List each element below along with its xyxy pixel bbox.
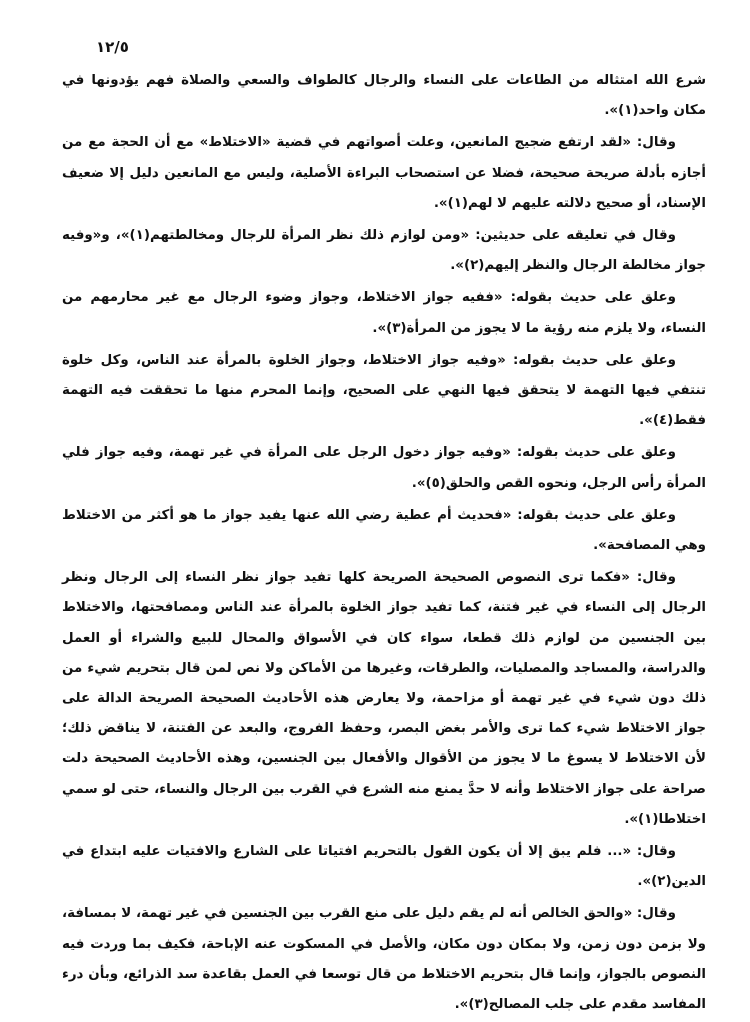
paragraph: وعلق على حديث بقوله: «وفيه جواز الاختلاط، وجواز الخلوة بالمرأة عند الناس، وكل خلوة تنتفي فيها التهمة لا يتحقق فيها النهي على الصحيح، وإنما المحرم منها ما تحققت فيه التهمة فقط(٤)». <box>62 352 706 429</box>
paragraph: وعلق على حديث بقوله: «ففيه جواز الاختلاط، وجواز وضوء الرجال مع غير محارمهم من النساء، ولا يلزم منه رؤية ما لا يجوز من المرأة(٣)». <box>62 290 706 336</box>
page-number: ١٢/٥ <box>96 38 129 56</box>
document-body <box>62 66 706 1022</box>
paragraph: وعلق على حديث بقوله: «وفيه جواز دخول الرجل على المرأة في غير تهمة، وفيه جواز فلي المرأة رأس الرجل، ونحوه القص والحلق(٥)». <box>62 445 706 491</box>
paragraph: وقال: «لقد ارتفع ضجيج المانعين، وعلت أصواتهم في قضية «الاختلاط» مع أن الحجة مع من أجازه بأدلة صريحة صحيحة، فضلا عن استصحاب البراءة الأصلية، وليس مع المانعين دليل إلا ضعيف الإسناد، أو صحيح دلالته عليهم لا لهم(١)». <box>62 135 706 211</box>
paragraph: وقال: «والحق الخالص أنه لم يقم دليل على منع القرب بين الجنسين في غير تهمة، لا بمسافة، ولا بزمن دون زمن، ولا بمكان دون مكان، والأصل في المسكوت عنه الإباحة، فكيف بما وردت فيه النصوص بالجواز، وإنما قال بتحريم الاختلاط من قال توسعا في العمل بقاعدة سد الذرائع، وبأن درء المفاسد مقدم على جلب المصالح(٣)». <box>62 906 706 1013</box>
paragraph: وقال: «... فلم يبق إلا أن يكون القول بالتحريم افتياتا على الشارع والافتيات عليه ابتداع في الدين(٢)». <box>62 844 706 890</box>
paragraph: وقال في تعليقه على حديثين: «ومن لوازم ذلك نظر المرأة للرجال ومخالطتهم(١)»، و«وفيه جواز مخالطة الرجال والنظر إليهم(٢)». <box>62 228 706 274</box>
paragraph: شرع الله امتثاله من الطاعات على النساء والرجال كالطواف والسعي والصلاة فهم يؤدونها في مكان واحد(١)». <box>62 73 706 119</box>
paragraph: وقال: «فكما ترى النصوص الصحيحة الصريحة كلها تفيد جواز نظر النساء إلى الرجال ونظر الرجال إلى النساء في غير فتنة، كما تفيد جواز الخلوة بالمرأة عند الناس ومصافحتها، والاختلاط بين الجنسين من لوازم ذلك قطعا، سواء كان في الأسواق والمحال للبيع والشراء أو العمل والدراسة، والمساجد والمصليات، والطرقات، وغيرها من الأماكن ولا نص لمن قال بتحريم شيء من ذلك دون شيء في غير تهمة أو مزاحمة، ولا يعارض هذه الأحاديث الصحيحة الصريحة الدالة على جواز الاختلاط شيء كما ترى والأمر بغض البصر، وحفظ الفروج، والبعد عن الفتنة، لا يناقض ذلك؛ لأن الاختلاط لا يسوغ ما لا يجوز من الأقوال والأفعال بين الجنسين، وهذه الأحاديث الصحيحة دلت صراحة على جواز الاختلاط وأنه لا حدَّ يمنع منه الشرع في القرب بين الرجال والنساء، حتى لو سمي اختلاطا(١)». <box>62 570 706 827</box>
paragraph: وعلق على حديث بقوله: «فحديث أم عطية رضي الله عنها يفيد جواز ما هو أكثر من الاختلاط وهي المصافحة». <box>62 507 706 554</box>
